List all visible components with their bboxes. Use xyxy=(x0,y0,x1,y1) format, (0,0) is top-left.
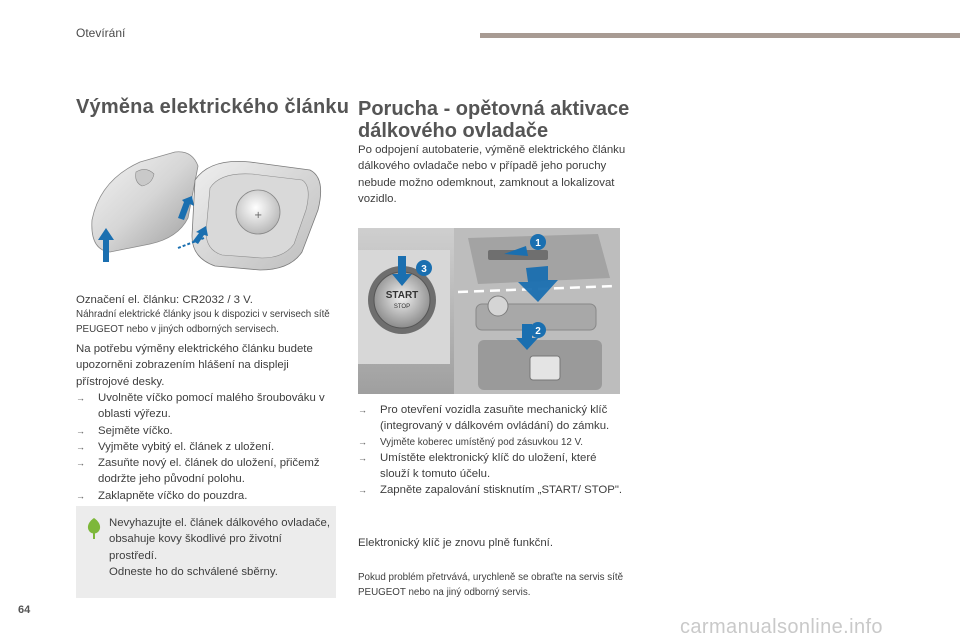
bullet-arrow-icon: → xyxy=(76,425,85,436)
header-accent-bar xyxy=(480,33,960,38)
section-title: Otevírání xyxy=(76,26,126,40)
key-fob-battery-illustration xyxy=(80,140,330,280)
environment-note-instruction: Odneste ho do schválené sběrny. xyxy=(109,565,278,578)
stop-label: STOP xyxy=(393,304,411,310)
bullet-arrow-icon: → xyxy=(76,458,85,469)
environment-note-box xyxy=(76,506,336,598)
callout-2: 2 xyxy=(535,326,541,337)
callout-1: 1 xyxy=(535,238,541,249)
footer-service-note: Pokud problém přetrvává, urychleně se obraťte na servis sítě PEUGEOT nebo na jiný odborný servis. xyxy=(358,572,624,598)
bullet-arrow-icon: → xyxy=(358,436,367,447)
list-item: → Umístěte elektronický klíč do uložení, které slouží k tomuto účelu. xyxy=(358,451,597,480)
bullet-arrow-icon: → xyxy=(76,441,85,452)
replacement-note: Náhradní elektrické články jsou k dispozici v servisech sítě PEUGEOT nebo v jiných odborných servisech. xyxy=(76,309,330,335)
battery-type-label: Označení el. článku: CR2032 / 3 V. xyxy=(76,294,253,306)
list-item: → Uvolněte víčko pomocí malého šroubováku v oblasti výřezu. xyxy=(76,392,325,421)
watermark: carmanualsonline.info xyxy=(680,616,883,638)
list-item: → Sejměte víčko. xyxy=(76,423,342,439)
callout-3: 3 xyxy=(421,264,427,275)
bullet-arrow-icon: → xyxy=(76,393,85,403)
list-item: → Zasuňte nový el. článek do uložení, přičemž dodržte jeho původní polohu. xyxy=(76,457,320,486)
environment-note-text: Nevyhazujte el. článek dálkového ovladače, obsahuje kovy škodlivé pro životní prostředí. xyxy=(109,517,330,562)
reactivation-steps-list xyxy=(358,402,626,498)
right-heading: Porucha - opětovná aktivace dálkového ovladače xyxy=(358,98,630,142)
dashboard-key-slot-illustration xyxy=(358,228,620,394)
bullet-arrow-icon: → xyxy=(76,490,85,501)
left-intro-text: Na potřebu výměny elektrického článku budete upozorněni zobrazením hlášení na displeji přístrojové desky. xyxy=(76,343,313,388)
start-label: START xyxy=(385,290,419,301)
left-heading: Výměna elektrického článku xyxy=(76,96,350,118)
right-intro-text: Po odpojení autobaterie, výměně elektrického článku dálkového ovladače nebo v případě jeho poruchy nebude možno odemknout, zamknout a lokalizovat vozidlo. xyxy=(358,144,626,205)
bullet-arrow-icon: → xyxy=(358,485,367,496)
svg-text:+: + xyxy=(254,210,263,221)
bullet-arrow-icon: → xyxy=(358,405,367,415)
list-item: → Vyjměte vybitý el. článek z uložení. xyxy=(76,439,342,455)
list-item: → Zapněte zapalování stisknutím „START/ STOP". xyxy=(358,482,626,498)
list-item: → Pro otevření vozidla zasuňte mechanický klíč (integrovaný v dálkovém ovládání) do zámku. xyxy=(358,404,610,433)
leaf-icon xyxy=(84,516,104,540)
bullet-arrow-icon: → xyxy=(358,452,367,463)
battery-steps-list xyxy=(76,390,342,504)
page-number: 64 xyxy=(18,604,31,616)
list-item: → Zaklapněte víčko do pouzdra. xyxy=(76,488,342,504)
list-item: → Vyjměte koberec umístěný pod zásuvkou 12 V. xyxy=(358,436,583,448)
result-text: Elektronický klíč je znovu plně funkční. xyxy=(358,537,553,549)
